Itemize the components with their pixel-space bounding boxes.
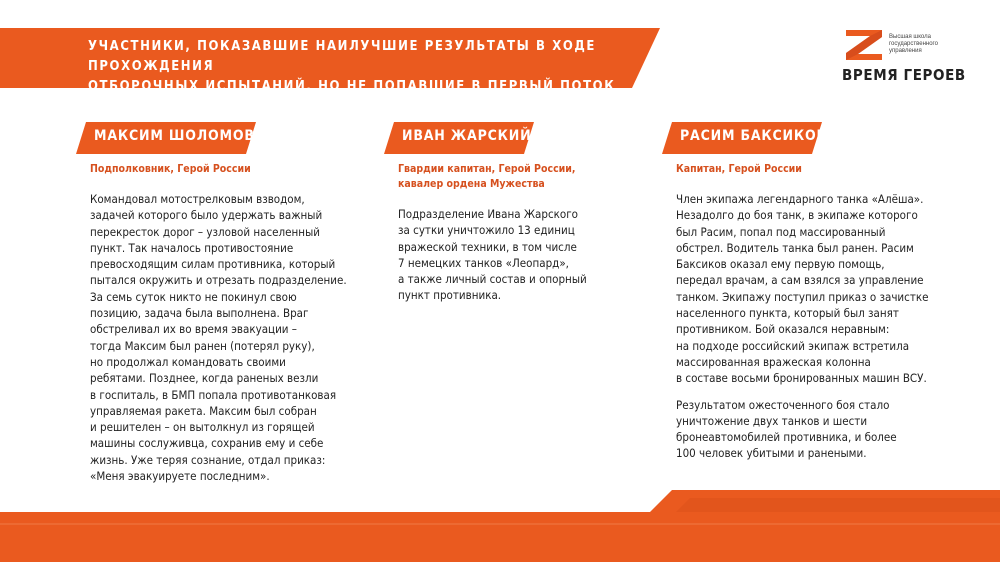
bio-line: управляемая ракета. Максим был собран [90,403,317,418]
z-emblem-icon [844,28,884,62]
participant-card-3 [662,122,982,472]
rank-line-2: кавалер ордена Мужества [398,178,545,190]
bio-line: задачей которого было удержать важный [90,208,323,223]
header-banner [0,28,660,114]
bio-line: но продолжал командовать своими [90,354,286,369]
bio-line: За семь суток никто не покинул свою [90,289,297,304]
bio-line: обстрел. Водитель танка был ранен. Расим [676,240,914,255]
bio-line: вражеской техники, в том числе [398,239,577,254]
bio-paragraph-1 [90,191,366,484]
participant-name: ИВАН ЖАРСКИЙ [402,128,532,144]
bio-line: жизнь. Уже теряя сознание, отдал приказ: [90,452,326,467]
bio-line: и решителен – он вытолкнул из горящей [90,420,315,435]
participant-rank [676,162,982,177]
bio-line: противником. Бой оказался неравным: [676,322,890,337]
bio-line: за сутки уничтожило 13 единиц [398,223,575,238]
bio-paragraph-1 [676,191,982,387]
name-plate [384,122,644,154]
bio-line: перекресток дорог – узловой населенный [90,224,320,239]
participant-rank [398,162,644,192]
rank-line-1: Подполковник, Герой России [90,163,251,175]
bio-line: обстреливал их во время эвакуации – [90,322,297,337]
participant-rank [90,162,366,177]
bio-line: Командовал мотострелковым взводом, [90,192,305,206]
rank-line-1: Капитан, Герой России [676,163,802,175]
bio-line: в госпиталь, в БМП попала противотанковая [90,387,337,402]
page-title-line-2: ОТБОРОЧНЫХ ИСПЫТАНИЙ, НО НЕ ПОПАВШИЕ В ПЕРВЫЙ ПОТОК ОБУЧЕНИЯ [88,79,616,114]
bio-line: 7 немецких танков «Леопард», [398,255,569,270]
bio-line: Подразделение Ивана Жарского [398,207,578,221]
participant-name: МАКСИМ ШОЛОМОВ [94,128,255,144]
participant-bio [90,191,366,484]
bio-line: населенного пункта, который был занят [676,306,899,321]
bio-line: пытался окружить и отрезать подразделение. [90,273,347,288]
bio-line: ребятами. Позднее, когда раненых везли [90,371,319,386]
logo [842,28,972,88]
bio-line: уничтожение двух танков и шести [676,413,868,428]
rank-line-1: Гвардии капитан, Герой России, [398,163,576,175]
bio-line: на подходе российский экипаж встретила [676,338,910,353]
bio-paragraph-2 [676,397,982,462]
bottom-decorative-band [0,490,1000,562]
bio-paragraph-1 [398,206,644,304]
participant-bio [676,191,982,462]
bio-line: 100 человек убитыми и ранеными. [676,446,867,461]
bio-line: бронеавтомобилей противника, и более [676,430,897,445]
bio-line: передал врачам, а сам взялся за управление [676,273,924,288]
bio-line: Баксиков оказал ему первую помощь, [676,257,885,272]
bio-line: в составе восьми бронированных машин ВСУ. [676,371,927,386]
bio-line: танком. Экипажу поступил приказ о зачистке [676,289,929,304]
bio-line: пункт. Так началось противостояние [90,240,294,255]
bio-line: машины сослуживца, сохранив ему и себе [90,436,324,451]
name-plate [662,122,982,154]
bio-line: а также личный состав и опорный [398,272,587,287]
page-title [88,37,648,117]
bio-line: тогда Максим был ранен (потерял руку), [90,338,315,353]
participant-card-2 [384,122,644,314]
name-plate [76,122,366,154]
logo-brand: ВРЕМЯ ГЕРОЕВ [842,66,966,84]
bio-line: Член экипажа легендарного танка «Алёша». [676,192,924,206]
bio-line: позицию, задача была выполнена. Враг [90,306,309,321]
logo-subtitle: Высшая школа государственного управления [889,34,938,54]
participant-bio [398,206,644,304]
bio-line: Результатом ожесточенного боя стало [676,397,890,412]
page-title-line-1: УЧАСТНИКИ, ПОКАЗАВШИЕ НАИЛУЧШИЕ РЕЗУЛЬТАТЫ В ХОДЕ ПРОХОЖДЕНИЯ [88,39,597,74]
bio-line: «Меня эвакуируете последним». [90,469,270,484]
bio-line: Незадолго до боя танк, в экипаже которого [676,208,918,223]
participant-name: РАСИМ БАКСИКОВ [680,128,827,144]
bio-line: массированная вражеская колонна [676,354,871,369]
bio-line: пункт противника. [398,288,502,303]
participant-card-1 [76,122,366,494]
bio-line: превосходящим силам противника, который [90,257,336,272]
bio-line: был Расим, попал под массированный [676,224,886,239]
